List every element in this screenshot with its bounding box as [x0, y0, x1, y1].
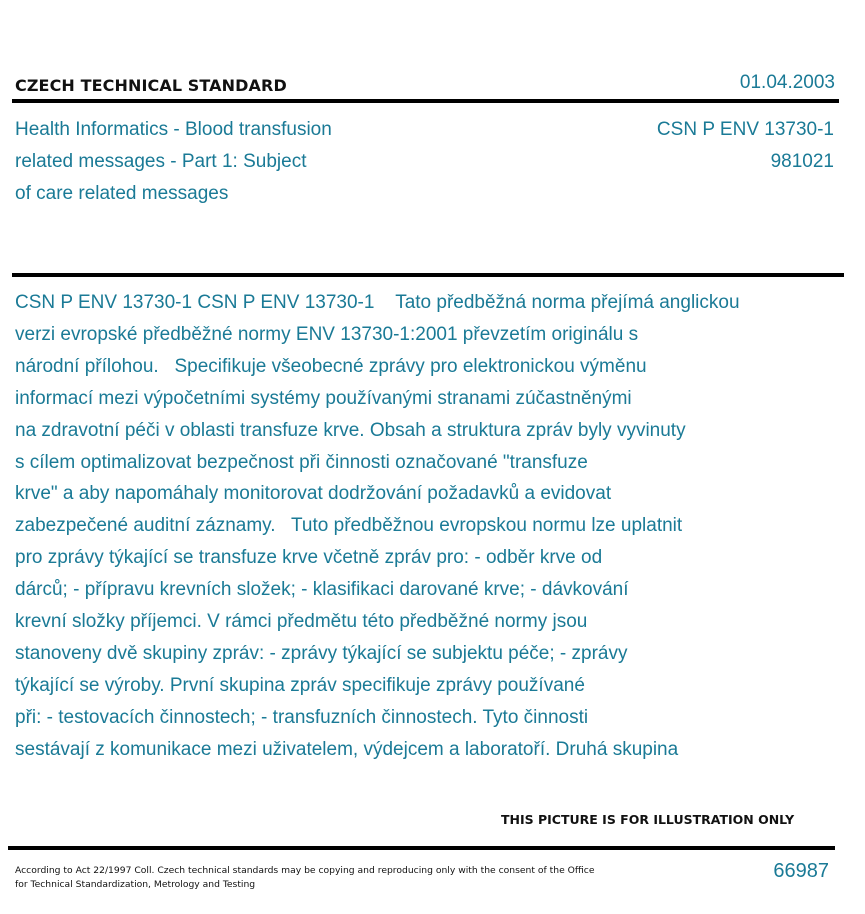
abstract-line: s cílem optimalizovat bezpečnost při činnosti označované "transfuze: [15, 451, 588, 473]
abstract-text: [15, 287, 835, 766]
copyright-line: According to Act 22/1997 Coll. Czech technical standards may be copying and reproducing only with the consent of the Office: [15, 865, 595, 876]
header-divider: [12, 99, 839, 103]
illustration-disclaimer: THIS PICTURE IS FOR ILLUSTRATION ONLY: [501, 812, 795, 827]
title-line: related messages - Part 1: Subject: [15, 151, 307, 172]
abstract-line: týkající se výroby. První skupina zpráv specifikuje zprávy používané: [15, 674, 585, 696]
title-line: Health Informatics - Blood transfusion: [15, 119, 332, 140]
abstract-line: krevní složky příjemci. V rámci předmětu této předběžné normy jsou: [15, 611, 588, 633]
footer-divider: [8, 846, 835, 850]
abstract-line: krve" a aby napomáhaly monitorovat dodržování požadavků a evidovat: [15, 483, 612, 505]
classification-code: 981021: [770, 151, 834, 172]
copyright-line: for Technical Standardization, Metrology and Testing: [15, 878, 256, 890]
publication-date: 01.04.2003: [739, 72, 835, 93]
abstract-line: na zdravotní péči v oblasti transfuze krve. Obsah a struktura zpráv byly vyvinuty: [15, 419, 686, 441]
standard-title: [15, 114, 395, 210]
abstract-line: stanoveny dvě skupiny zpráv: - zprávy týkající se subjektu péče; - zprávy: [15, 642, 628, 664]
abstract-line: při: - testovacích činnostech; - transfuzních činnostech. Tyto činnosti: [15, 706, 589, 728]
abstract-line: pro zprávy týkající se transfuze krve včetně zpráv pro: - odběr krve od: [15, 547, 603, 569]
title-line: of care related messages: [15, 183, 229, 204]
abstract-line: verzi evropské předběžné normy ENV 13730-1:2001 převzetím originálu s: [15, 323, 639, 345]
abstract-line: sestávají z komunikace mezi uživatelem, výdejcem a laboratoří. Druhá skupina: [15, 738, 679, 760]
abstract-line: CSN P ENV 13730-1 CSN P ENV 13730-1 Tato předběžná norma přejímá anglickou: [15, 292, 740, 313]
abstract-line: zabezpečené auditní záznamy. Tuto předběžnou evropskou normu lze uplatnit: [15, 515, 683, 537]
document-id: 66987: [773, 860, 829, 882]
abstract-line: dárců; - přípravu krevních složek; - klasifikaci darované krve; - dávkování: [15, 579, 629, 601]
copyright-notice: [15, 864, 595, 891]
document-type-label: CZECH TECHNICAL STANDARD: [15, 76, 287, 95]
standard-number: CSN P ENV 13730-1: [656, 119, 834, 140]
title-divider: [12, 273, 844, 277]
standard-identifiers: [657, 114, 834, 178]
abstract-line: národní přílohou. Specifikuje všeobecné zprávy pro elektronickou výměnu: [15, 355, 647, 377]
abstract-line: informací mezi výpočetními systémy používanými stranami zúčastněnými: [15, 387, 632, 409]
